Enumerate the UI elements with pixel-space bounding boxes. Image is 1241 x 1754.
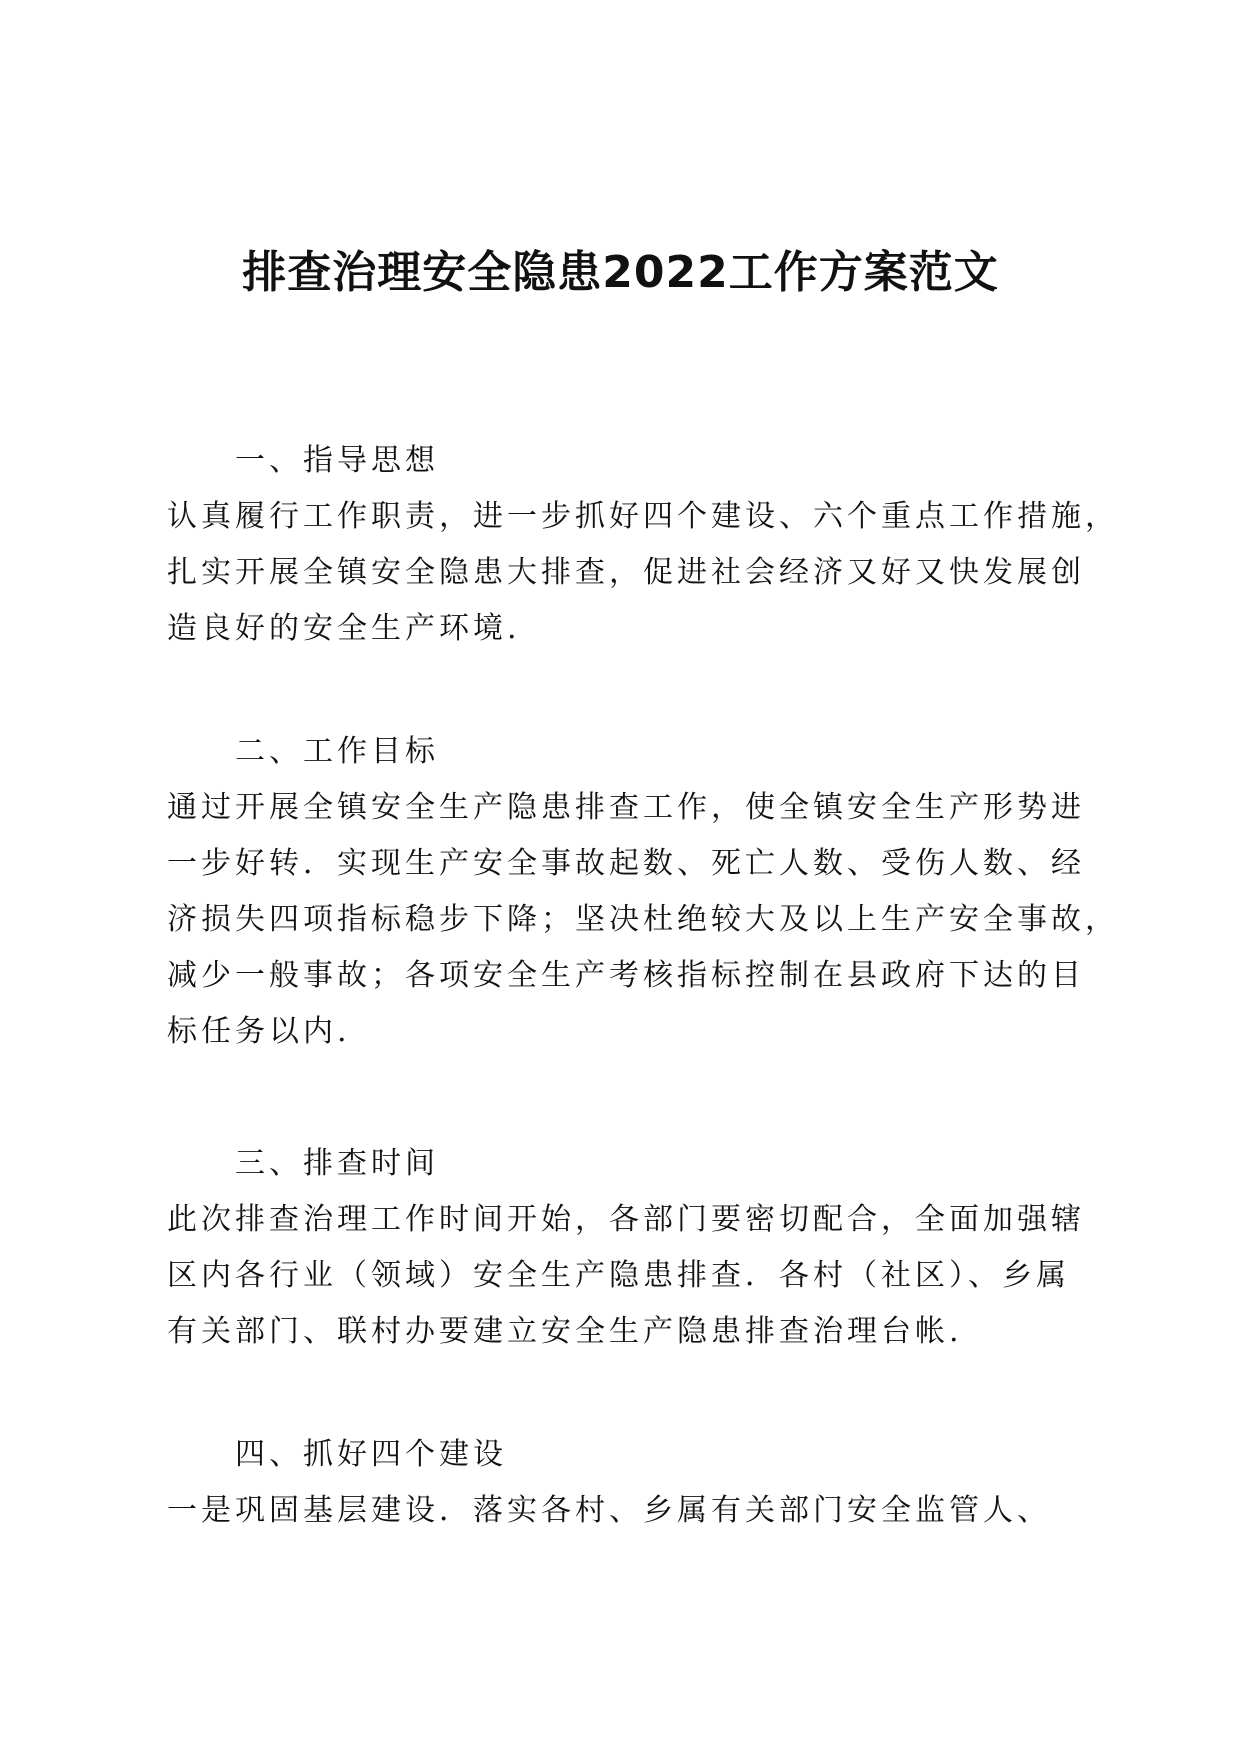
section-inspection-time <box>167 1146 1085 1350</box>
section-heading: 四、抓好四个建设 <box>235 1437 507 1472</box>
paragraph-line: 一步好转．实现生产安全事故起数、死亡人数、受伤人数、经 <box>167 846 1085 881</box>
paragraph-line: 一是巩固基层建设．落实各村、乡属有关部门安全监管人、 <box>167 1493 1051 1528</box>
paragraph-line: 减少一般事故；各项安全生产考核指标控制在县政府下达的目 <box>167 958 1085 993</box>
paragraph-line: 造良好的安全生产环境. <box>167 611 521 646</box>
paragraph-line: 通过开展全镇安全生产隐患排查工作，使全镇安全生产形势进 <box>167 790 1085 825</box>
section-heading: 二、工作目标 <box>235 734 439 769</box>
section-guiding-ideology <box>167 443 1119 647</box>
section-heading: 三、排查时间 <box>235 1146 439 1181</box>
paragraph-line: 认真履行工作职责，进一步抓好四个建设、六个重点工作措施， <box>167 499 1119 534</box>
section-four-constructions <box>167 1437 1077 1529</box>
section-work-goals <box>167 734 1119 1050</box>
paragraph-line: 济损失四项指标稳步下降；坚决杜绝较大及以上生产安全事故， <box>167 902 1119 937</box>
paragraph-line: 标任务以内. <box>167 1014 351 1049</box>
paragraph-line: 扎实开展全镇安全隐患大排查，促进社会经济又好又快发展创 <box>167 555 1085 590</box>
section-heading: 一、指导思想 <box>235 443 439 478</box>
paragraph-line: 此次排查治理工作时间开始，各部门要密切配合，全面加强辖 <box>167 1202 1085 1237</box>
document-title: 排查治理安全隐患2022工作方案范文 <box>242 247 999 298</box>
paragraph-line: 有关部门、联村办要建立安全生产隐患排查治理台帐. <box>167 1314 963 1349</box>
paragraph-line: 区内各行业（领域）安全生产隐患排查．各村（社区）、乡属 <box>167 1258 1070 1293</box>
